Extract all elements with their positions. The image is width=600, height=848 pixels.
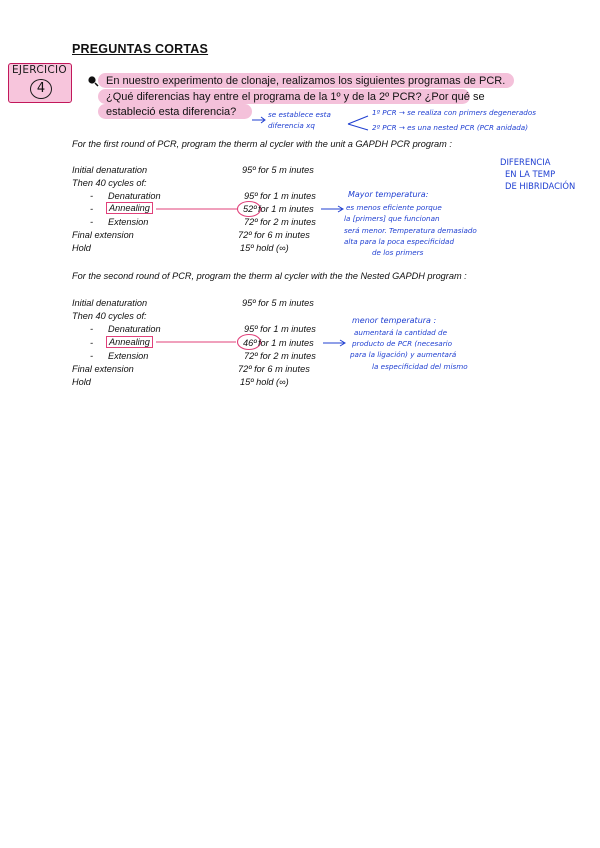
- bullet-icon: [87, 75, 99, 87]
- first-note-arrow-icon: [320, 203, 346, 215]
- second-note-arrow-icon: [322, 337, 348, 349]
- first-note-line-6: de los primers: [372, 248, 424, 257]
- second-row-5-label: Extension: [108, 351, 149, 361]
- second-note-line-2: aumentará la cantidad de: [354, 328, 448, 337]
- note-side-2: EN LA TEMP: [505, 169, 556, 179]
- second-row-2-label: Then 40 cycles of:: [72, 311, 147, 321]
- question-line-3: estableció esta diferencia?: [106, 106, 237, 118]
- second-row-1-value: 95º for 5 m inutes: [242, 298, 314, 308]
- second-row-7-label: Hold: [72, 377, 91, 387]
- second-row-6-value: 72º for 6 m inutes: [238, 364, 310, 374]
- second-note-line-4: para la ligación) y aumentará: [350, 350, 457, 359]
- second-row-5-dash: -: [90, 351, 94, 361]
- second-row-3-dash: -: [90, 324, 94, 334]
- first-round-intro: For the first round of PCR, program the therm al cycler with the unit a GAPDH PCR program :: [72, 139, 452, 149]
- first-row-5-dash: -: [90, 217, 94, 227]
- question-line-2: ¿Qué diferencias hay entre el programa de la 1º y de la 2º PCR? ¿Por qué se: [106, 91, 485, 103]
- page-title: PREGUNTAS CORTAS: [72, 42, 209, 56]
- second-annealing-label: Annealing: [106, 336, 153, 348]
- second-row-1-label: Initial denaturation: [72, 298, 148, 308]
- first-annealing-connector: [156, 204, 238, 214]
- second-note-line-5: la especificidad del mismo: [372, 362, 468, 371]
- note-top-right-2: 2º PCR → es una nested PCR (PCR anidada): [372, 123, 529, 132]
- first-row-1-label: Initial denaturation: [72, 165, 148, 175]
- note-side-3: DE HIBRIDACIÓN: [505, 181, 576, 191]
- note-side-1: DIFERENCIA: [500, 157, 551, 167]
- second-round-intro: For the second round of PCR, program the therm al cycler with the the Nested GAPDH program :: [72, 271, 467, 281]
- second-note-line-3: producto de PCR (necesario: [352, 339, 453, 348]
- question-line-1: En nuestro experimento de clonaje, realizamos los siguientes programas de PCR.: [106, 75, 506, 87]
- first-row-3-dash: -: [90, 191, 94, 201]
- first-note-line-2: es menos eficiente porque: [346, 203, 442, 212]
- first-annealing-label: Annealing: [106, 202, 153, 214]
- second-note-line-1: menor temperatura :: [352, 316, 437, 325]
- note-top-left-1: se establece esta: [268, 110, 331, 119]
- first-row-4-value: for 1 m inutes: [258, 204, 314, 214]
- second-row-6-label: Final extension: [72, 364, 134, 374]
- second-row-7-value: 15º hold (∞): [240, 377, 289, 387]
- first-row-7-value: 15º hold (∞): [240, 243, 289, 253]
- second-row-4-dash: -: [90, 338, 94, 348]
- exercise-badge-label: EJERCICIO: [12, 64, 67, 76]
- second-row-3-label: Denaturation: [108, 324, 161, 334]
- second-annealing-temp: 46º: [243, 338, 257, 348]
- first-note-line-5: alta para la poca especificidad: [344, 237, 455, 246]
- first-row-2-label: Then 40 cycles of:: [72, 178, 147, 188]
- first-row-1-value: 95º for 5 m inutes: [242, 165, 314, 175]
- second-annealing-connector: [156, 337, 238, 347]
- second-row-5-value: 72º for 2 m inutes: [244, 351, 316, 361]
- first-row-5-value: 72º for 2 m inutes: [244, 217, 316, 227]
- first-annealing-temp: 52º: [243, 204, 257, 214]
- exercise-badge-number: 4: [30, 79, 52, 99]
- first-row-6-value: 72º for 6 m inutes: [238, 230, 310, 240]
- second-row-4-value: for 1 m inutes: [258, 338, 314, 348]
- first-row-4-dash: -: [90, 204, 94, 214]
- first-row-6-label: Final extension: [72, 230, 134, 240]
- first-row-3-label: Denaturation: [108, 191, 161, 201]
- second-row-3-value: 95º for 1 m inutes: [244, 324, 316, 334]
- first-row-5-label: Extension: [108, 217, 149, 227]
- note-top-left-2: diferencia xq: [268, 121, 315, 130]
- note-top-right-1: 1º PCR → se realiza con primers degenerados: [372, 108, 536, 117]
- first-note-line-4: será menor. Temperatura demasiado: [344, 226, 477, 235]
- first-row-7-label: Hold: [72, 243, 91, 253]
- first-note-line-3: la [primers] que funcionan: [344, 214, 440, 223]
- first-note-line-1: Mayor temperatura:: [348, 190, 429, 199]
- first-row-3-value: 95º for 1 m inutes: [244, 191, 316, 201]
